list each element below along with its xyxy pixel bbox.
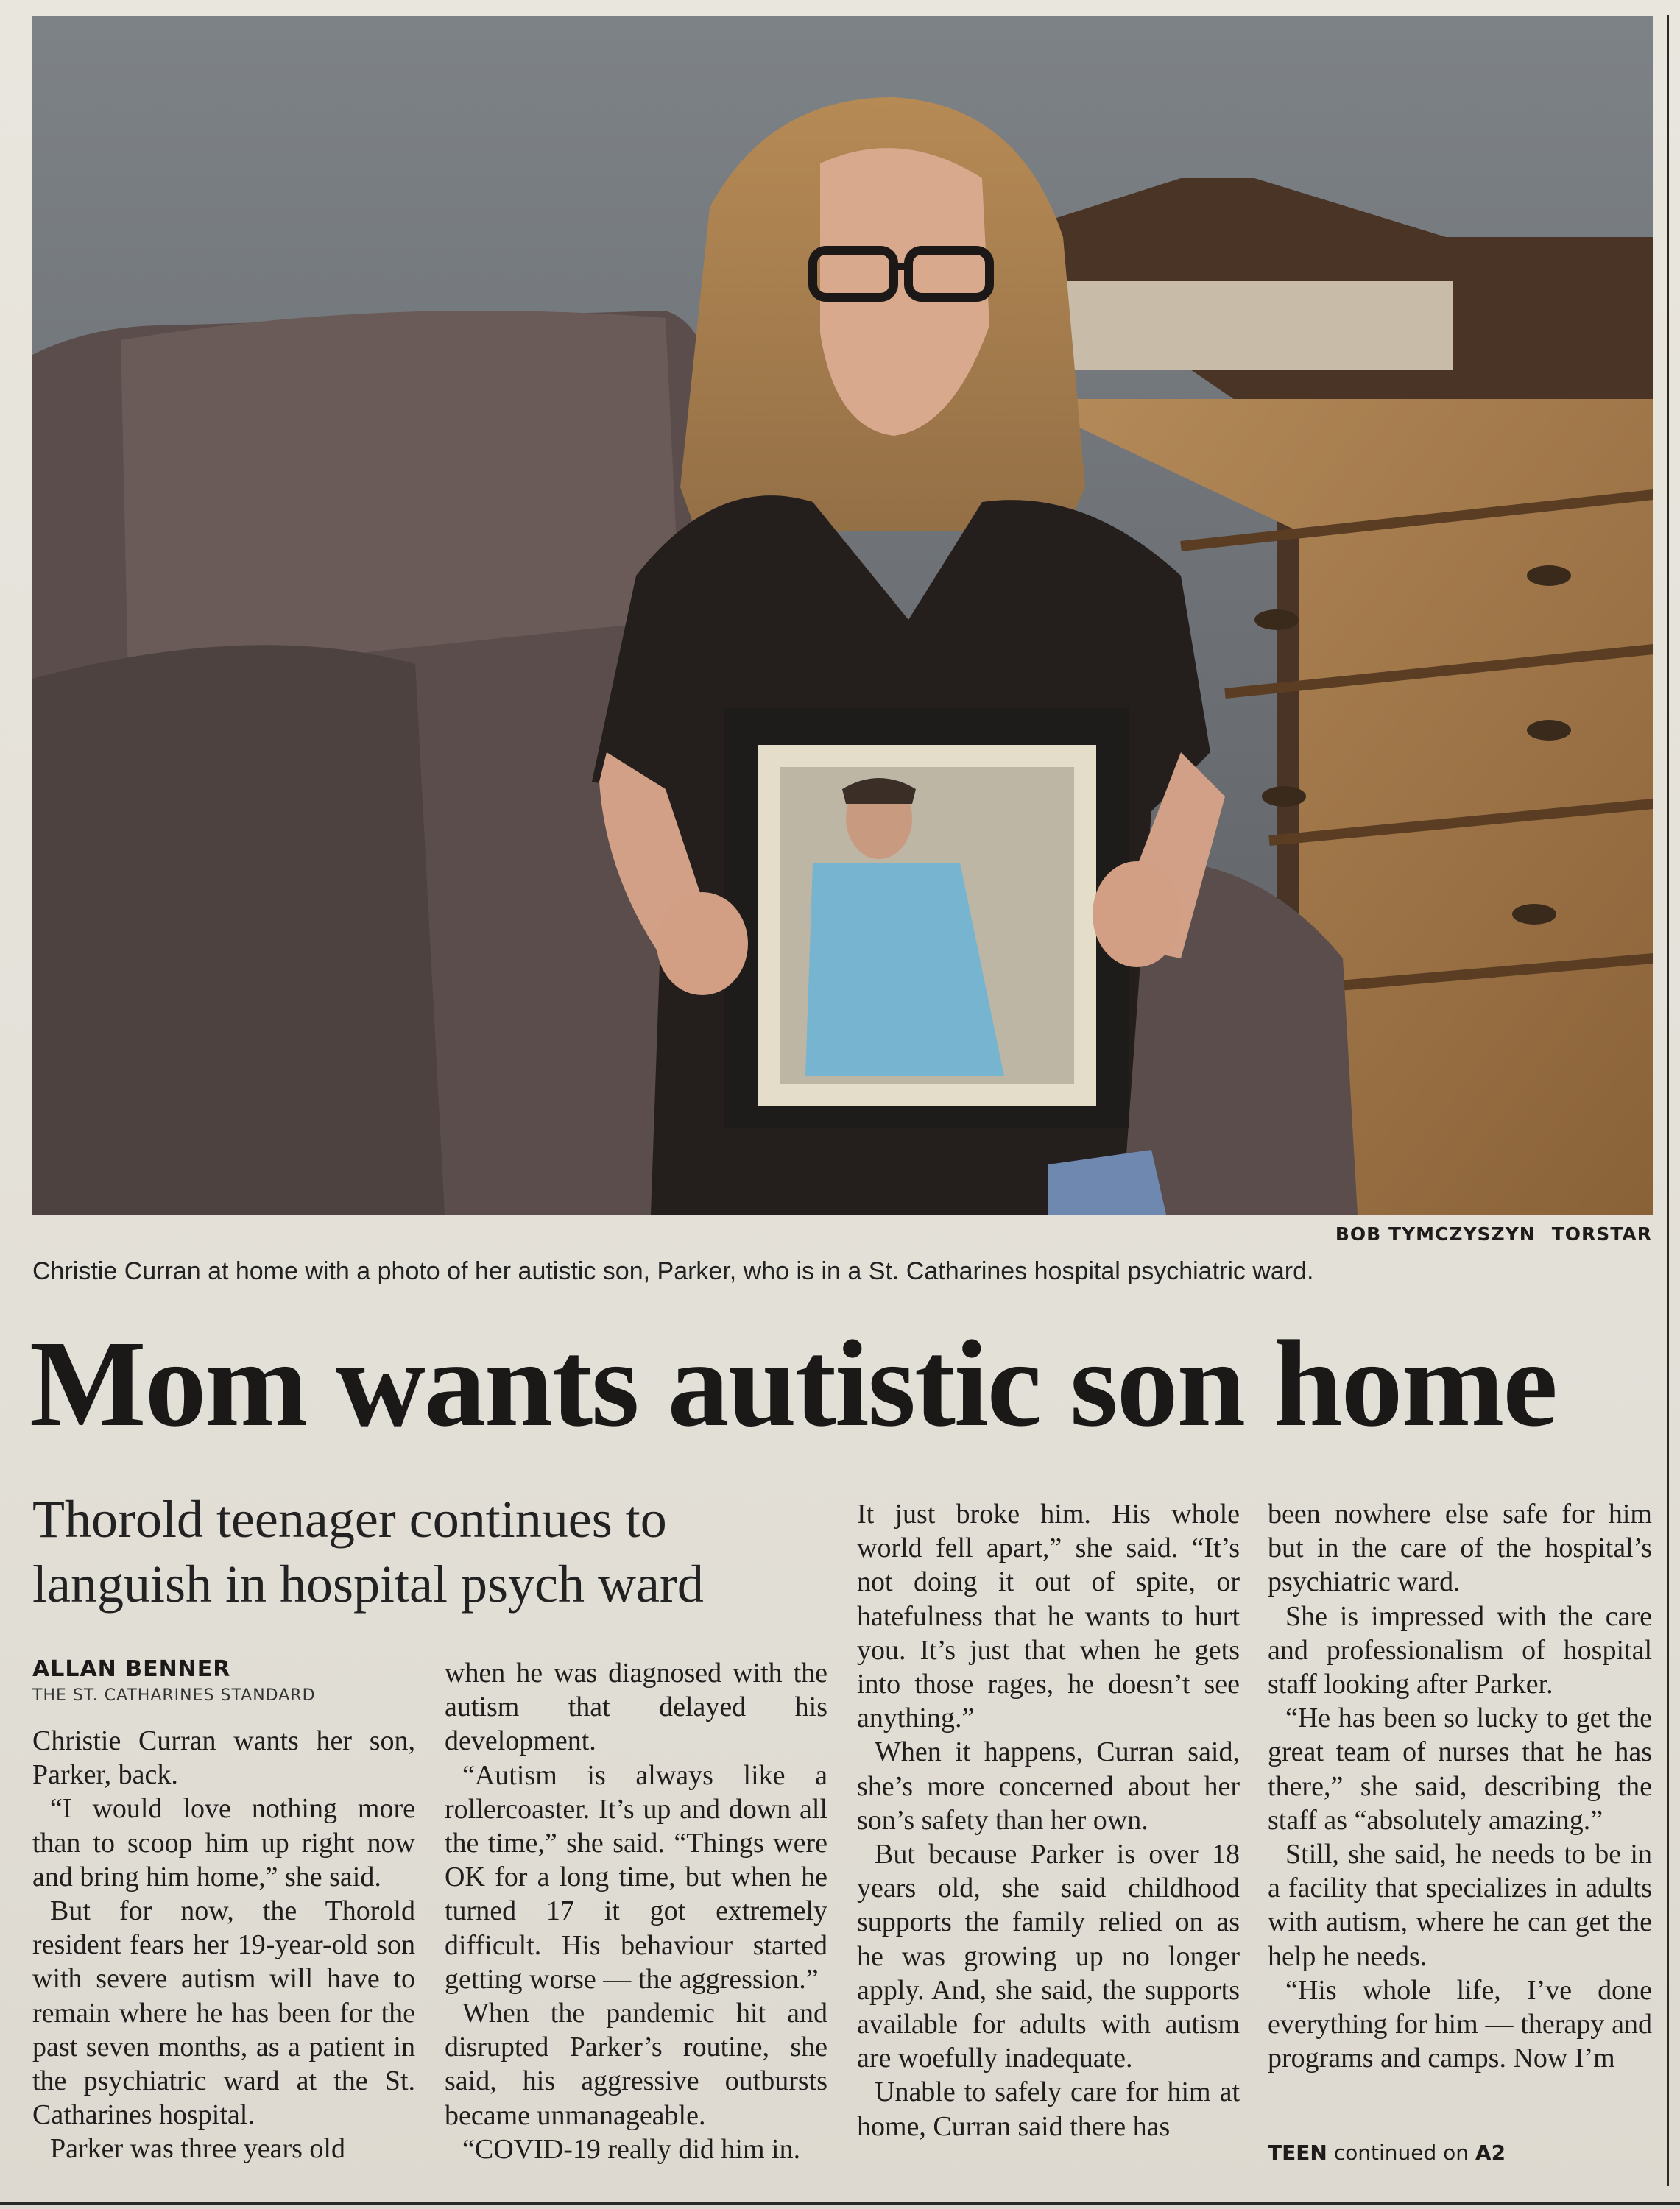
jump-page: A2 [1475,2141,1506,2165]
article-column-1 [32,1724,415,2166]
jump-text: continued on [1333,2141,1469,2165]
column-rule [1667,15,1669,2186]
paragraph: She is impressed with the care and professionalism of hospital staff looking after Parker. [1268,1600,1652,1700]
paragraph: But because Parker is over 18 years old, she said childhood supports the family relied on as he was growing up no longer apply. And, she said, the supports available for adults with autism are woefully inadequate. [857,1839,1240,2074]
headline: Mom wants autistic son home [29,1315,1556,1452]
paragraph: When it happens, Curran said, she’s more concerned about her son’s safety than her own. [857,1736,1240,1836]
page-bottom-rule [0,2202,1680,2205]
paragraph: “COVID-19 really did him in. [462,2133,801,2165]
paragraph: been nowhere else safe for him but in the care of the hospital’s psychiatric ward. [1268,1499,1652,1598]
photo-caption: Christie Curran at home with a photo of her autistic son, Parker, who is in a St. Catharines hospital psychiatric ward. [32,1257,1314,1285]
continued-jump [1268,2141,1506,2165]
paragraph: Unable to safely care for him at home, Curran said there has [857,2077,1240,2142]
paragraph: Parker was three years old [50,2133,345,2165]
deck: Thorold teenager continues to languish in hospital psych ward [32,1490,704,1614]
paragraph: It just broke him. His whole world fell apart,” she said. “It’s not doing it out of spite, or hatefulness that he wants to hurt you. It’s just that when he gets into those rages, he doesn’t see anything.” [857,1499,1240,1734]
byline-author: ALLAN BENNER [32,1656,231,1682]
article-column-4 [1268,1497,1652,2075]
paragraph: Still, she said, he needs to be in a facility that specializes in adults with autism, where he can get the help he needs. [1268,1839,1652,1972]
paragraph: “He has been so lucky to get the great team of nurses that he has there,” she said, describing the staff as “absolutely amazing.” [1268,1703,1652,1836]
paragraph: when he was diagnosed with the autism that delayed his development. [445,1658,827,1757]
paragraph: Christie Curran wants her son, Parker, back. [32,1725,415,1791]
photo-credit-agency: TORSTAR [1551,1223,1652,1245]
jump-keyword: TEEN [1268,2141,1327,2165]
paragraph: “I would love nothing more than to scoop him up right now and bring him home,” she said. [32,1793,415,1892]
paragraph: When the pandemic hit and disrupted Parker’s routine, she said, his aggressive outbursts became unmanageable. [445,1998,827,2131]
paragraph: “Autism is always like a rollercoaster. It’s up and down all the time,” she said. “Things were OK for a long time, but when he turned 17 it got extremely difficult. His behaviour started getting worse — the aggression.” [445,1759,827,1995]
paragraph: But for now, the Thorold resident fears her 19-year-old son with severe autism will have to remain where he has been for the past seven months, as a patient in the psychiatric ward at the St. Catharines hospital. [32,1895,415,2131]
article-column-3 [857,1497,1240,2143]
byline-publication: THE ST. CATHARINES STANDARD [32,1686,316,1705]
paragraph: “His whole life, I’ve done everything for him — therapy and programs and camps. Now I’m [1268,1974,1652,2074]
article-column-2 [445,1656,827,2166]
photo-credit-photographer: BOB TYMCZYSZYN [1335,1223,1536,1245]
byline [32,1656,430,1705]
photo-credit [1178,1223,1652,1245]
feature-photo [32,16,1653,1215]
